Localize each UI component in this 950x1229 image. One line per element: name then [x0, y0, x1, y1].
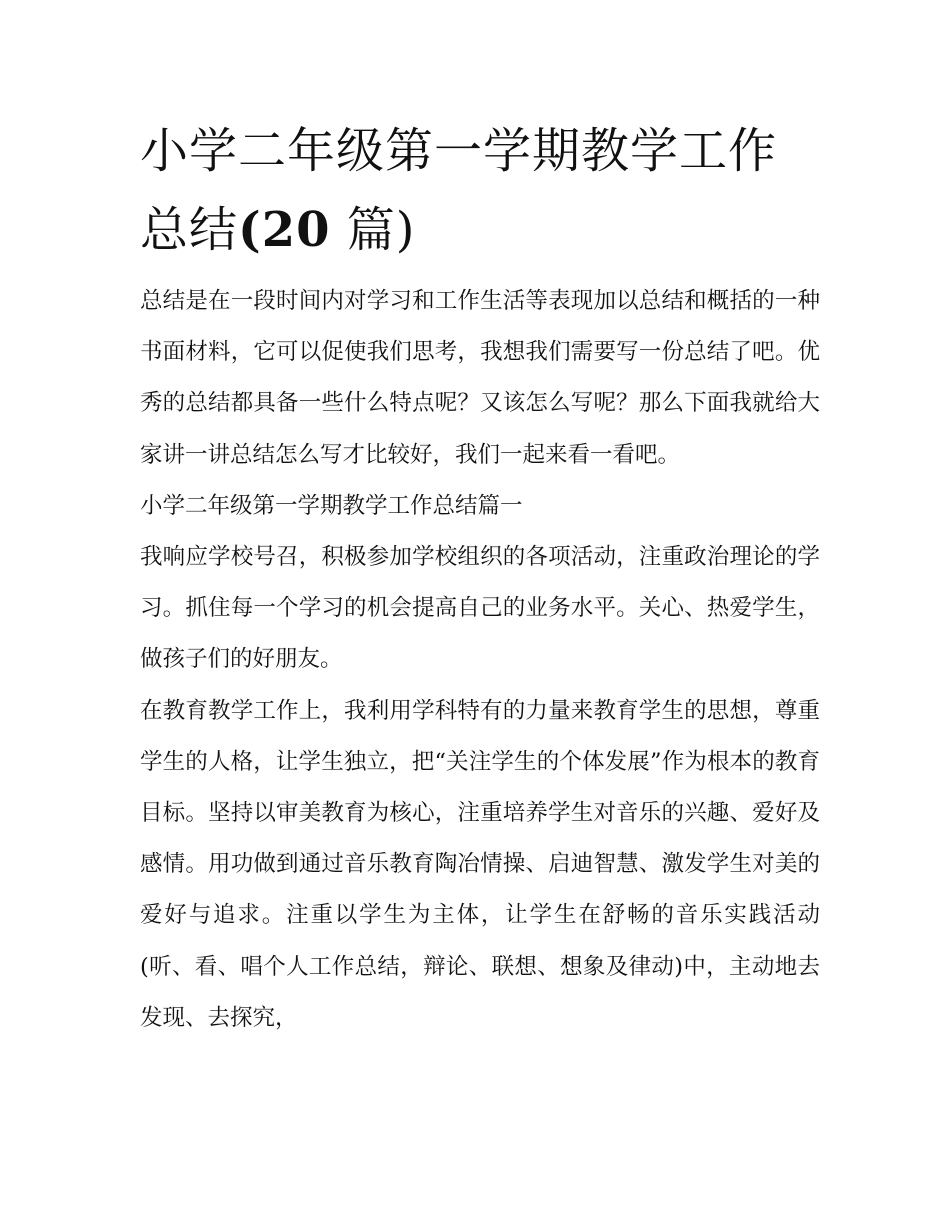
intro-paragraph: 总结是在一段时间内对学习和工作生活等表现加以总结和概括的一种书面材料，它可以促使我们思考，我想我们需要写一份总结了吧。优秀的总结都具备一些什么特点呢？又该怎么写呢？那么下面我就给大家讲一讲总结怎么写才比较好，我们一起来看一看吧。 [140, 288, 820, 468]
title-count: (20 [238, 202, 331, 258]
document-body [140, 276, 820, 1044]
document-title [140, 112, 820, 270]
body-paragraph: 在教育教学工作上，我利用学科特有的力量来教育学生的思想，尊重学生的人格，让学生独立，把“关注学生的个体发展”作为根本的教育目标。坚持以审美教育为核心，注重培养学生对音乐的兴趣、爱好及感情。用功做到通过音乐教育陶冶情操、启迪智慧、激发学生对美的爱好与追求。注重以学生为主体，让学生在舒畅的音乐实践活动(听、看、唱个人工作总结，辩论、联想、想象及律动)中，主动地去发现、去探究， [140, 697, 820, 1031]
title-text: 小学二年级第一学期教学工作总结 [140, 123, 778, 258]
section-heading: 小学二年级第一学期教学工作总结篇一 [140, 492, 523, 519]
title-suffix: 篇) [330, 202, 416, 258]
body-paragraph: 我响应学校号召，积极参加学校组织的各项活动，注重政治理论的学习。抓住每一个学习的机会提高自己的业务水平。关心、热爱学生，做孩子们的好朋友。 [140, 544, 820, 673]
